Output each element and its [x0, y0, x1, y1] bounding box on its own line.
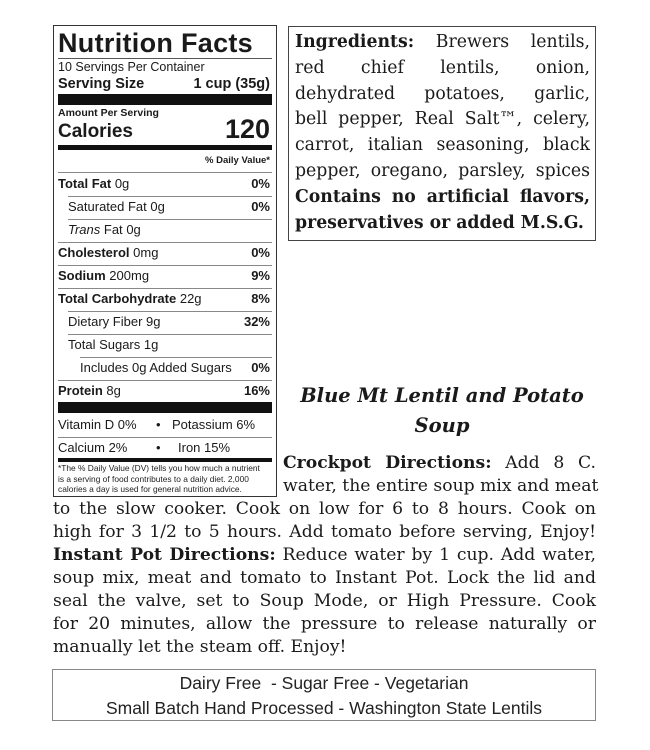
nutrient-dv: 32%	[243, 314, 270, 329]
nutrient-amount: 0g	[114, 176, 130, 191]
bullet: •	[156, 417, 161, 432]
servings-per-container: 10 Servings Per Container	[58, 60, 205, 74]
vitamin-d: Vitamin D 0%	[58, 417, 137, 432]
nutrient-dv: 0%	[251, 360, 270, 375]
nutrient-amount: 0mg	[133, 245, 159, 260]
calories-value: 120	[224, 114, 270, 144]
nutrient-dv: 0%	[251, 176, 270, 191]
nutrient-dv: 9%	[251, 268, 270, 283]
ingredients-line-text: Brewers lentils,	[435, 32, 590, 52]
instant-pot-directions-line: soup mix, meat and tomato to Instant Pot. Lock the lid and	[53, 568, 596, 588]
nutrient-dv: 16%	[243, 383, 270, 398]
calcium: Calcium 2%	[58, 440, 128, 455]
instant-pot-directions-line: seal the valve, set to Soup Mode, or High Pressure. Cook	[53, 591, 596, 611]
nutrient-amount: 22g	[179, 291, 202, 306]
nutrient-amount: 9g	[146, 314, 161, 329]
nutrient-name: Protein	[58, 383, 103, 398]
serving-size-value: 1 cup (35g)	[193, 76, 270, 92]
serving-size-label: Serving Size	[58, 76, 145, 92]
nutrient-name: Sodium	[58, 268, 106, 283]
direction-text: Add 8 C.	[505, 453, 597, 473]
calories-label: Calories	[58, 121, 133, 142]
footnote-line: calories a day is used for general nutrition advice.	[58, 484, 242, 494]
nutrient-dv: 8%	[251, 291, 270, 306]
footnote-line: *The % Daily Value (DV) tells you how much a nutrient	[58, 463, 260, 473]
ingredients-label: Ingredients:	[295, 32, 415, 52]
direction-text: Reduce water by 1 cup. Add water,	[282, 545, 596, 565]
dietary-claims: Dairy Free - Sugar Free - Vegetarian	[179, 673, 469, 693]
nutrient-name: Saturated Fat	[68, 199, 147, 214]
ingredients-line: carrot, italian seasoning, black	[295, 135, 590, 156]
crockpot-directions-line: water, the entire soup mix and meat	[283, 476, 599, 496]
nutrition-facts-title: Nutrition Facts	[58, 28, 254, 58]
no-artificial-claim: Contains no artificial flavors,	[295, 186, 590, 207]
ingredients-line: pepper, oregano, parsley, spices	[295, 160, 590, 181]
ingredients-line: dehydrated potatoes, garlic,	[295, 83, 590, 104]
daily-value-header: % Daily Value*	[205, 155, 270, 166]
nutrient-name-suffix: Fat	[103, 222, 123, 237]
origin-claims: Small Batch Hand Processed - Washington State Lentils	[105, 698, 543, 718]
crockpot-label: Crockpot Directions:	[283, 453, 492, 473]
nutrient-amount: 0g	[126, 222, 141, 237]
nutrient-amount: 1g	[143, 337, 159, 352]
crockpot-directions-line: to the slow cooker. Cook on low for 6 to 8 hours. Cook on	[53, 499, 596, 519]
ingredients-line: red chief lentils, onion,	[295, 57, 590, 78]
product-title-line: Blue Mt Lentil and Potato	[300, 384, 584, 407]
instant-pot-label: Instant Pot Directions:	[53, 545, 276, 565]
ingredients-line: bell pepper, Real Salt™, celery,	[295, 109, 590, 130]
instant-pot-directions-line: manually let the steam off. Enjoy!	[53, 637, 347, 657]
nutrient-name: Trans	[68, 222, 101, 237]
footnote-line: is a serving of food contributes to a daily diet. 2,000	[58, 473, 249, 484]
iron: Iron 15%	[178, 440, 231, 455]
nutrient-name: Cholesterol	[58, 245, 130, 260]
nutrient-name: Total Fat	[58, 176, 112, 191]
amount-per-serving: Amount Per Serving	[58, 107, 159, 119]
bullet: •	[156, 440, 161, 455]
nutrient-amount: 0g	[150, 199, 165, 214]
potassium: Potassium 6%	[172, 417, 256, 432]
crockpot-directions-line: high for 3 1/2 to 5 hours. Add tomato before serving, Enjoy!	[53, 522, 596, 542]
no-artificial-claim: preservatives or added M.S.G.	[295, 212, 584, 233]
nutrient-name: Includes 0g Added Sugars	[80, 360, 232, 375]
nutrient-name: Total Carbohydrate	[58, 291, 177, 306]
nutrient-name: Dietary Fiber	[68, 314, 143, 329]
crockpot-directions-line	[283, 452, 596, 475]
nutrient-amount: 200mg	[109, 268, 150, 283]
nutrient-dv: 0%	[251, 199, 270, 214]
nutrient-dv: 0%	[251, 245, 270, 260]
instant-pot-directions-line	[53, 544, 596, 567]
product-claims-box	[52, 669, 596, 721]
nutrient-name: Total Sugars	[68, 337, 141, 352]
nutrient-amount: 8g	[106, 383, 121, 398]
instant-pot-directions-line: for 20 minutes, allow the pressure to release naturally or	[53, 614, 596, 634]
product-title-line: Soup	[414, 414, 470, 437]
